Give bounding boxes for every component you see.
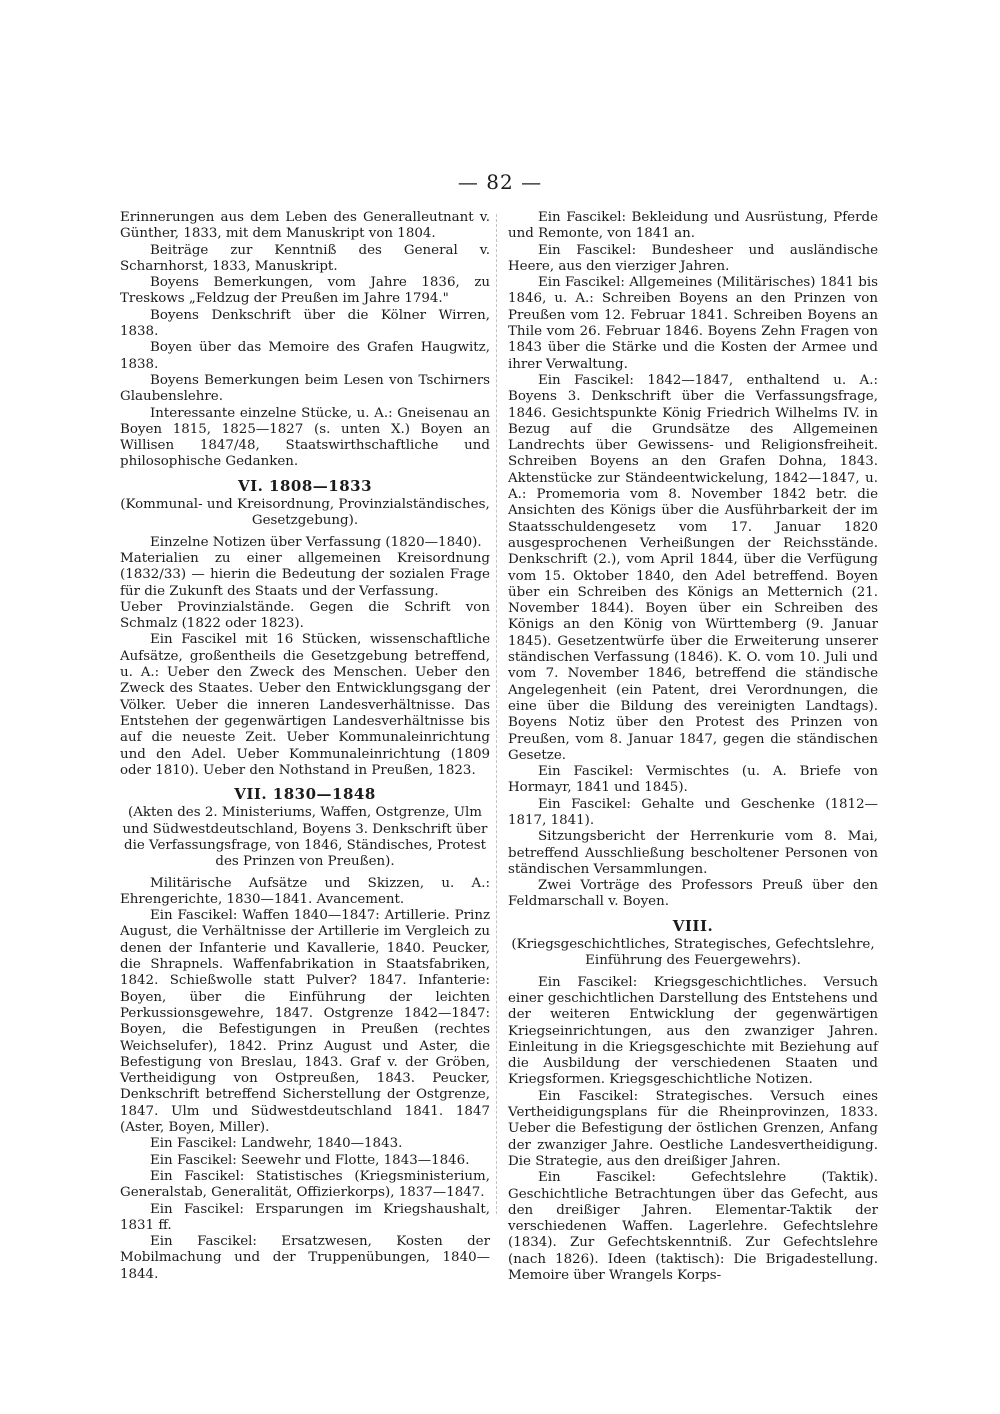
entry: Einzelne Notizen über Verfassung (1820—1840).	[150, 534, 482, 550]
entry: Boyens Bemerkungen, vom Jahre 1836, zu Treskows „Feldzug der Preußen im Jahre 1794."	[120, 275, 490, 307]
entry: Ein Fascikel: Landwehr, 1840—1843.	[150, 1136, 403, 1152]
entry: Ein Fascikel: Vermischtes (u. A. Briefe von Hormayr, 1841 und 1845).	[508, 764, 878, 796]
entry: Ein Fascikel: Bekleidung und Ausrüstung, Pferde und Remonte, von 1841 an.	[508, 210, 878, 242]
entry: Sitzungsbericht der Herrenkurie vom 8. Mai, betreffend Ausschließung bescholtener Personen von ständischen Versammlungen.	[508, 829, 878, 877]
entry: Ein Fascikel: Ersparungen im Kriegshaushalt, 1831 ff.	[120, 1201, 490, 1233]
entry: Zwei Vorträge des Professors Preuß über den Feldmarschall v. Boyen.	[508, 878, 878, 910]
entry: Ein Fascikel: Strategisches. Versuch eines Vertheidigungsplans für die Rheinprovinzen, 1833. Ueber die Befestigung der östlichen Grenzen, Anfang der zwanziger Jahre. Oestliche Landesvertheidigung. Die Strategie, aus den dreißiger Jahren.	[508, 1088, 878, 1169]
page-number: — 82 —	[457, 170, 543, 194]
entry: Ein Fascikel: Waffen 1840—1847: Artillerie. Prinz August, die Verhältnisse der Artillerie im Vergleich zu denen der Infanterie und Kavallerie, 1840. Peucker, die Shrapnels. Waffenfabrikation in Staatsfabriken, 1842. Schießwolle statt Pulver? 1847. Infanterie: Boyen, über die Einführung der leichten Perkussionsgewehre, 1847. Ostgrenze 1842—1847: Boyen, die Befestigungen in Preußen (rechtes Weichselufer), 1842. Prinz August und Aster, die Befestigung von Breslau, 1843. Graf v. der Gröben, Vertheidigung von Ostpreußen, 1843. Peucker, Denkschrift betreffend Sicherstellung der Ostgrenze, 1847. Ulm und Südwestdeutschland 1841. 1847 (Aster, Boyen, Miller).	[120, 908, 490, 1136]
entry: Beiträge zur Kenntniß des General v. Scharnhorst, 1833, Manuskript.	[120, 242, 490, 274]
entry: Materialien zu einer allgemeinen Kreisordnung (1832/33) — hierin die Bedeutung der sozialen Frage für die Zukunft des Staats und der Verfassung.	[120, 550, 490, 599]
section-subtitle-viii: (Kriegsgeschichtliches, Strategisches, Gefechtslehre, Einführung des Feuergewehrs).	[511, 937, 875, 969]
entry: Ein Fascikel: Ersatzwesen, Kosten der Mobilmachung und der Truppenübungen, 1840—1844.	[120, 1234, 490, 1282]
entry: Ein Fascikel: Gehalte und Geschenke (1812—1817, 1841).	[508, 796, 878, 828]
entry: Boyen über das Memoire des Grafen Haugwitz, 1838.	[120, 340, 490, 372]
left-column	[120, 210, 490, 1283]
section-heading-vi: VI. 1808—1833	[237, 476, 373, 495]
entry: Ein Fascikel: Allgemeines (Militärisches) 1841 bis 1846, u. A.: Schreiben Boyens an den Prinzen von Preußen vom 12. Februar 1841. Schreiben Boyens an Thile vom 26. Februar 1846. Boyens Zehn Fragen von 1843 über die Stärke und die Kosten der Armee und ihrer Verwaltung.	[508, 275, 878, 372]
entry: Ein Fascikel: Statistisches (Kriegsministerium, Generalstab, Generalität, Offizierkorps), 1837—1847.	[120, 1168, 490, 1201]
entry: Ein Fascikel: 1842—1847, enthaltend u. A.: Boyens 3. Denkschrift über die Verfassungsfrage, 1846. Gesichtspunkte König Friedrich Wilhelms IV. in Bezug auf die Grundsätze des Allgemeinen Landrechts über Gewissens- und Religionsfreiheit. Schreiben Boyens an den Grafen Dohna, 1843. Aktenstücke zur Ständeentwickelung, 1842—1847, u. A.: Promemoria vom 8. November 1842 betr. die Ansichten des Königs über die Ausführbarkeit der im Staatsschuldengesetz vom 17. Januar 1820 ausgesprochenen Verheißungen der Reichsstände. Denkschrift (2.), vom April 1844, über die Verfügung vom 15. Oktober 1840, den Adel betreffend. Boyen über ein Schreiben des Königs an Metternich (21. November 1844). Boyen über ein Schreiben des Königs an den König von Württemberg (9. Januar 1845). Gesetzentwürfe über die Erweiterung unserer ständischen Verfassung (1846). K. O. vom 10. Juli und vom 7. November 1846, betreffend die ständische Angelegenheit (ein Patent, drei Verordnungen, die eine über die Bildung des vereinigten Landtags). Boyens Notiz über den Protest des Prinzen von Preußen, vom 8. Januar 1847, gegen die ständischen Gesetze.	[508, 372, 878, 763]
right-column	[508, 210, 878, 1284]
section-heading-viii: VIII.	[672, 916, 714, 935]
entry: Erinnerungen aus dem Leben des Generalleutnant v. Günther, 1833, mit dem Manuskript von 1804.	[120, 210, 490, 242]
entry: Ein Fascikel: Seewehr und Flotte, 1843—1846.	[150, 1152, 470, 1168]
column-divider	[496, 214, 497, 1214]
entry: Ein Fascikel: Bundesheer und ausländische Heere, aus den vierziger Jahren.	[508, 242, 878, 274]
entry: Ein Fascikel mit 16 Stücken, wissenschaftliche Aufsätze, großentheils die Gesetzgebung betreffend, u. A.: Ueber den Zweck des Menschen. Ueber den Zweck des Staates. Ueber den Entwicklungsgang der Völker. Ueber die inneren Landesverhältnisse. Das Entstehen der gegenwärtigen Landesverhältnisse bis auf die neueste Zeit. Ueber Kommunaleinrichtung und den Adel. Ueber Kommunaleinrichtung (1809 oder 1810). Ueber den Nothstand in Preußen, 1823.	[120, 632, 490, 778]
entry: Ueber Provinzialstände. Gegen die Schrift von Schmalz (1822 oder 1823).	[120, 599, 490, 632]
entry: Militärische Aufsätze und Skizzen, u. A.: Ehrengerichte, 1830—1841. Avancement.	[120, 875, 490, 907]
section-subtitle-vii: (Akten des 2. Ministeriums, Waffen, Ostgrenze, Ulm und Südwestdeutschland, Boyens 3. Denkschrift über die Verfassungsfrage, von 1846, Ständisches, Protest des Prinzen von Preußen).	[122, 805, 488, 870]
entry: Boyens Bemerkungen beim Lesen von Tschirners Glaubenslehre.	[120, 372, 490, 405]
entry: Boyens Denkschrift über die Kölner Wirren, 1838.	[120, 307, 490, 340]
section-subtitle-vi: (Kommunal- und Kreisordnung, Provinzialständisches, Gesetzgebung).	[120, 497, 490, 529]
entry: Interessante einzelne Stücke, u. A.: Gneisenau an Boyen 1815, 1825—1827 (s. unten X.) Boyen an Willisen 1847/48, Staatswirthschaftliche und philosophische Gedanken.	[120, 405, 490, 470]
entry: Ein Fascikel: Gefechtslehre (Taktik). Geschichtliche Betrachtungen über das Gefecht, aus den dreißiger Jahren. Elementar-Taktik der verschiedenen Waffen. Lagerlehre. Gefechtslehre (1834). Zur Gefechtskenntniß. Zur Gefechtslehre (nach 1826). Ideen (taktisch): Die Brigadestellung. Memoire über Wrangels Korps-	[508, 1170, 878, 1283]
entry: Ein Fascikel: Kriegsgeschichtliches. Versuch einer geschichtlichen Darstellung des Entstehens und der weiteren Entwicklung der gegenwärtigen Kriegseinrichtungen, aus den zwanziger Jahren. Einleitung in die Kriegsgeschichte mit Beziehung auf die Ausbildung der verschiedenen Staaten und Kriegsformen. Kriegsgeschichtliche Notizen.	[508, 974, 878, 1088]
section-heading-vii: VII. 1830—1848	[234, 785, 376, 804]
